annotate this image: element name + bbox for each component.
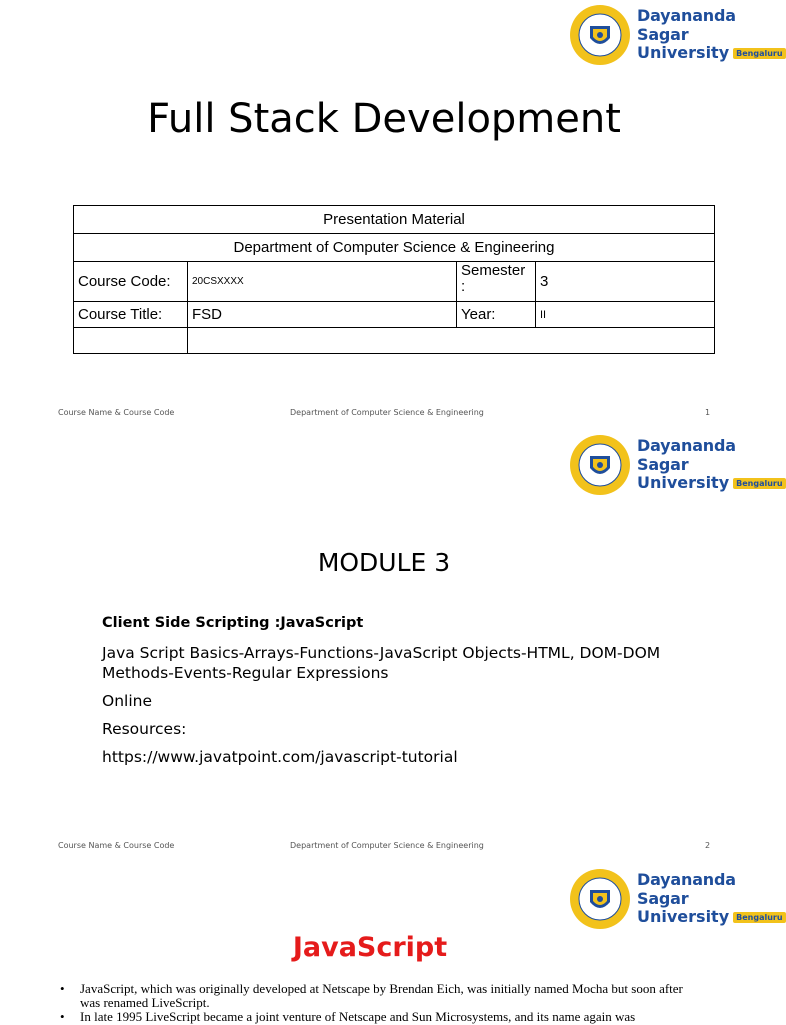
course-code-label: Course Code: (74, 262, 188, 302)
university-seal-icon (569, 868, 631, 930)
list-item (60, 982, 700, 1009)
footer-page-number: 2 (705, 841, 711, 850)
semester-label: Semester (461, 262, 526, 279)
semester-label-cell (457, 262, 536, 302)
module-topics: Java Script Basics-Arrays-Functions-JavaScript Objects-HTML, DOM-DOM Methods-Events-Regular Expressions (102, 643, 661, 682)
footer-center: Department of Computer Science & Engineering (290, 408, 484, 417)
university-word: University (637, 473, 730, 493)
course-title-label: Course Title: (74, 302, 188, 328)
university-logo (569, 434, 786, 496)
year-value: II (536, 302, 715, 328)
university-word: University (637, 907, 730, 927)
course-info-table (73, 205, 715, 354)
module-title: MODULE 3 (317, 548, 451, 577)
university-line (637, 44, 786, 62)
university-wordmark (637, 871, 786, 926)
resources-label: Resources: (102, 720, 187, 739)
bullet-icon: • (60, 1009, 65, 1025)
javascript-title: JavaScript (292, 932, 448, 963)
bullet-text: JavaScript, which was originally developed at Netscape by Brendan Eich, was initially named Mocha but soon after was renamed LiveScript. (80, 981, 683, 1010)
footer-center: Department of Computer Science & Engineering (290, 841, 484, 850)
bullet-icon: • (60, 981, 65, 996)
table-header-presentation: Presentation Material (74, 206, 715, 234)
university-wordmark (637, 437, 786, 492)
course-code-value: 20CSXXXX (188, 262, 457, 302)
university-wordmark (637, 7, 786, 62)
university-line (637, 474, 786, 492)
footer-left: Course Name & Course Code (58, 841, 175, 850)
semester-colon: : (461, 277, 466, 295)
university-logo (569, 4, 786, 66)
resource-link[interactable]: https://www.javatpoint.com/javascript-tutorial (102, 748, 458, 767)
footer-page-number: 1 (705, 408, 711, 417)
semester-value: 3 (536, 262, 715, 302)
bullet-text: In late 1995 LiveScript became a joint venture of Netscape and Sun Microsystems, and its name again was (80, 1009, 636, 1025)
slide-title: Full Stack Development (147, 96, 621, 142)
bullet-list (60, 982, 700, 1025)
course-title-value: FSD (188, 302, 457, 328)
university-name: Dayananda Sagar (637, 870, 736, 908)
online-label: Online (102, 692, 152, 711)
university-name: Dayananda Sagar (637, 436, 736, 474)
university-line (637, 908, 786, 926)
module-content (102, 614, 702, 776)
footer-left: Course Name & Course Code (58, 408, 175, 417)
year-label: Year: (457, 302, 536, 328)
city-badge: Bengaluru (733, 478, 785, 489)
university-word: University (637, 43, 730, 63)
university-logo (569, 868, 786, 930)
module-subtitle: Client Side Scripting :JavaScript (102, 615, 364, 631)
city-badge: Bengaluru (733, 912, 785, 923)
table-header-department: Department of Computer Science & Engineering (74, 234, 715, 262)
university-name: Dayananda Sagar (637, 6, 736, 44)
city-badge: Bengaluru (733, 48, 785, 59)
slide-1 (0, 0, 783, 432)
empty-cell (74, 328, 188, 354)
university-seal-icon (569, 434, 631, 496)
list-item (60, 1010, 700, 1024)
university-seal-icon (569, 4, 631, 66)
empty-cell (188, 328, 715, 354)
